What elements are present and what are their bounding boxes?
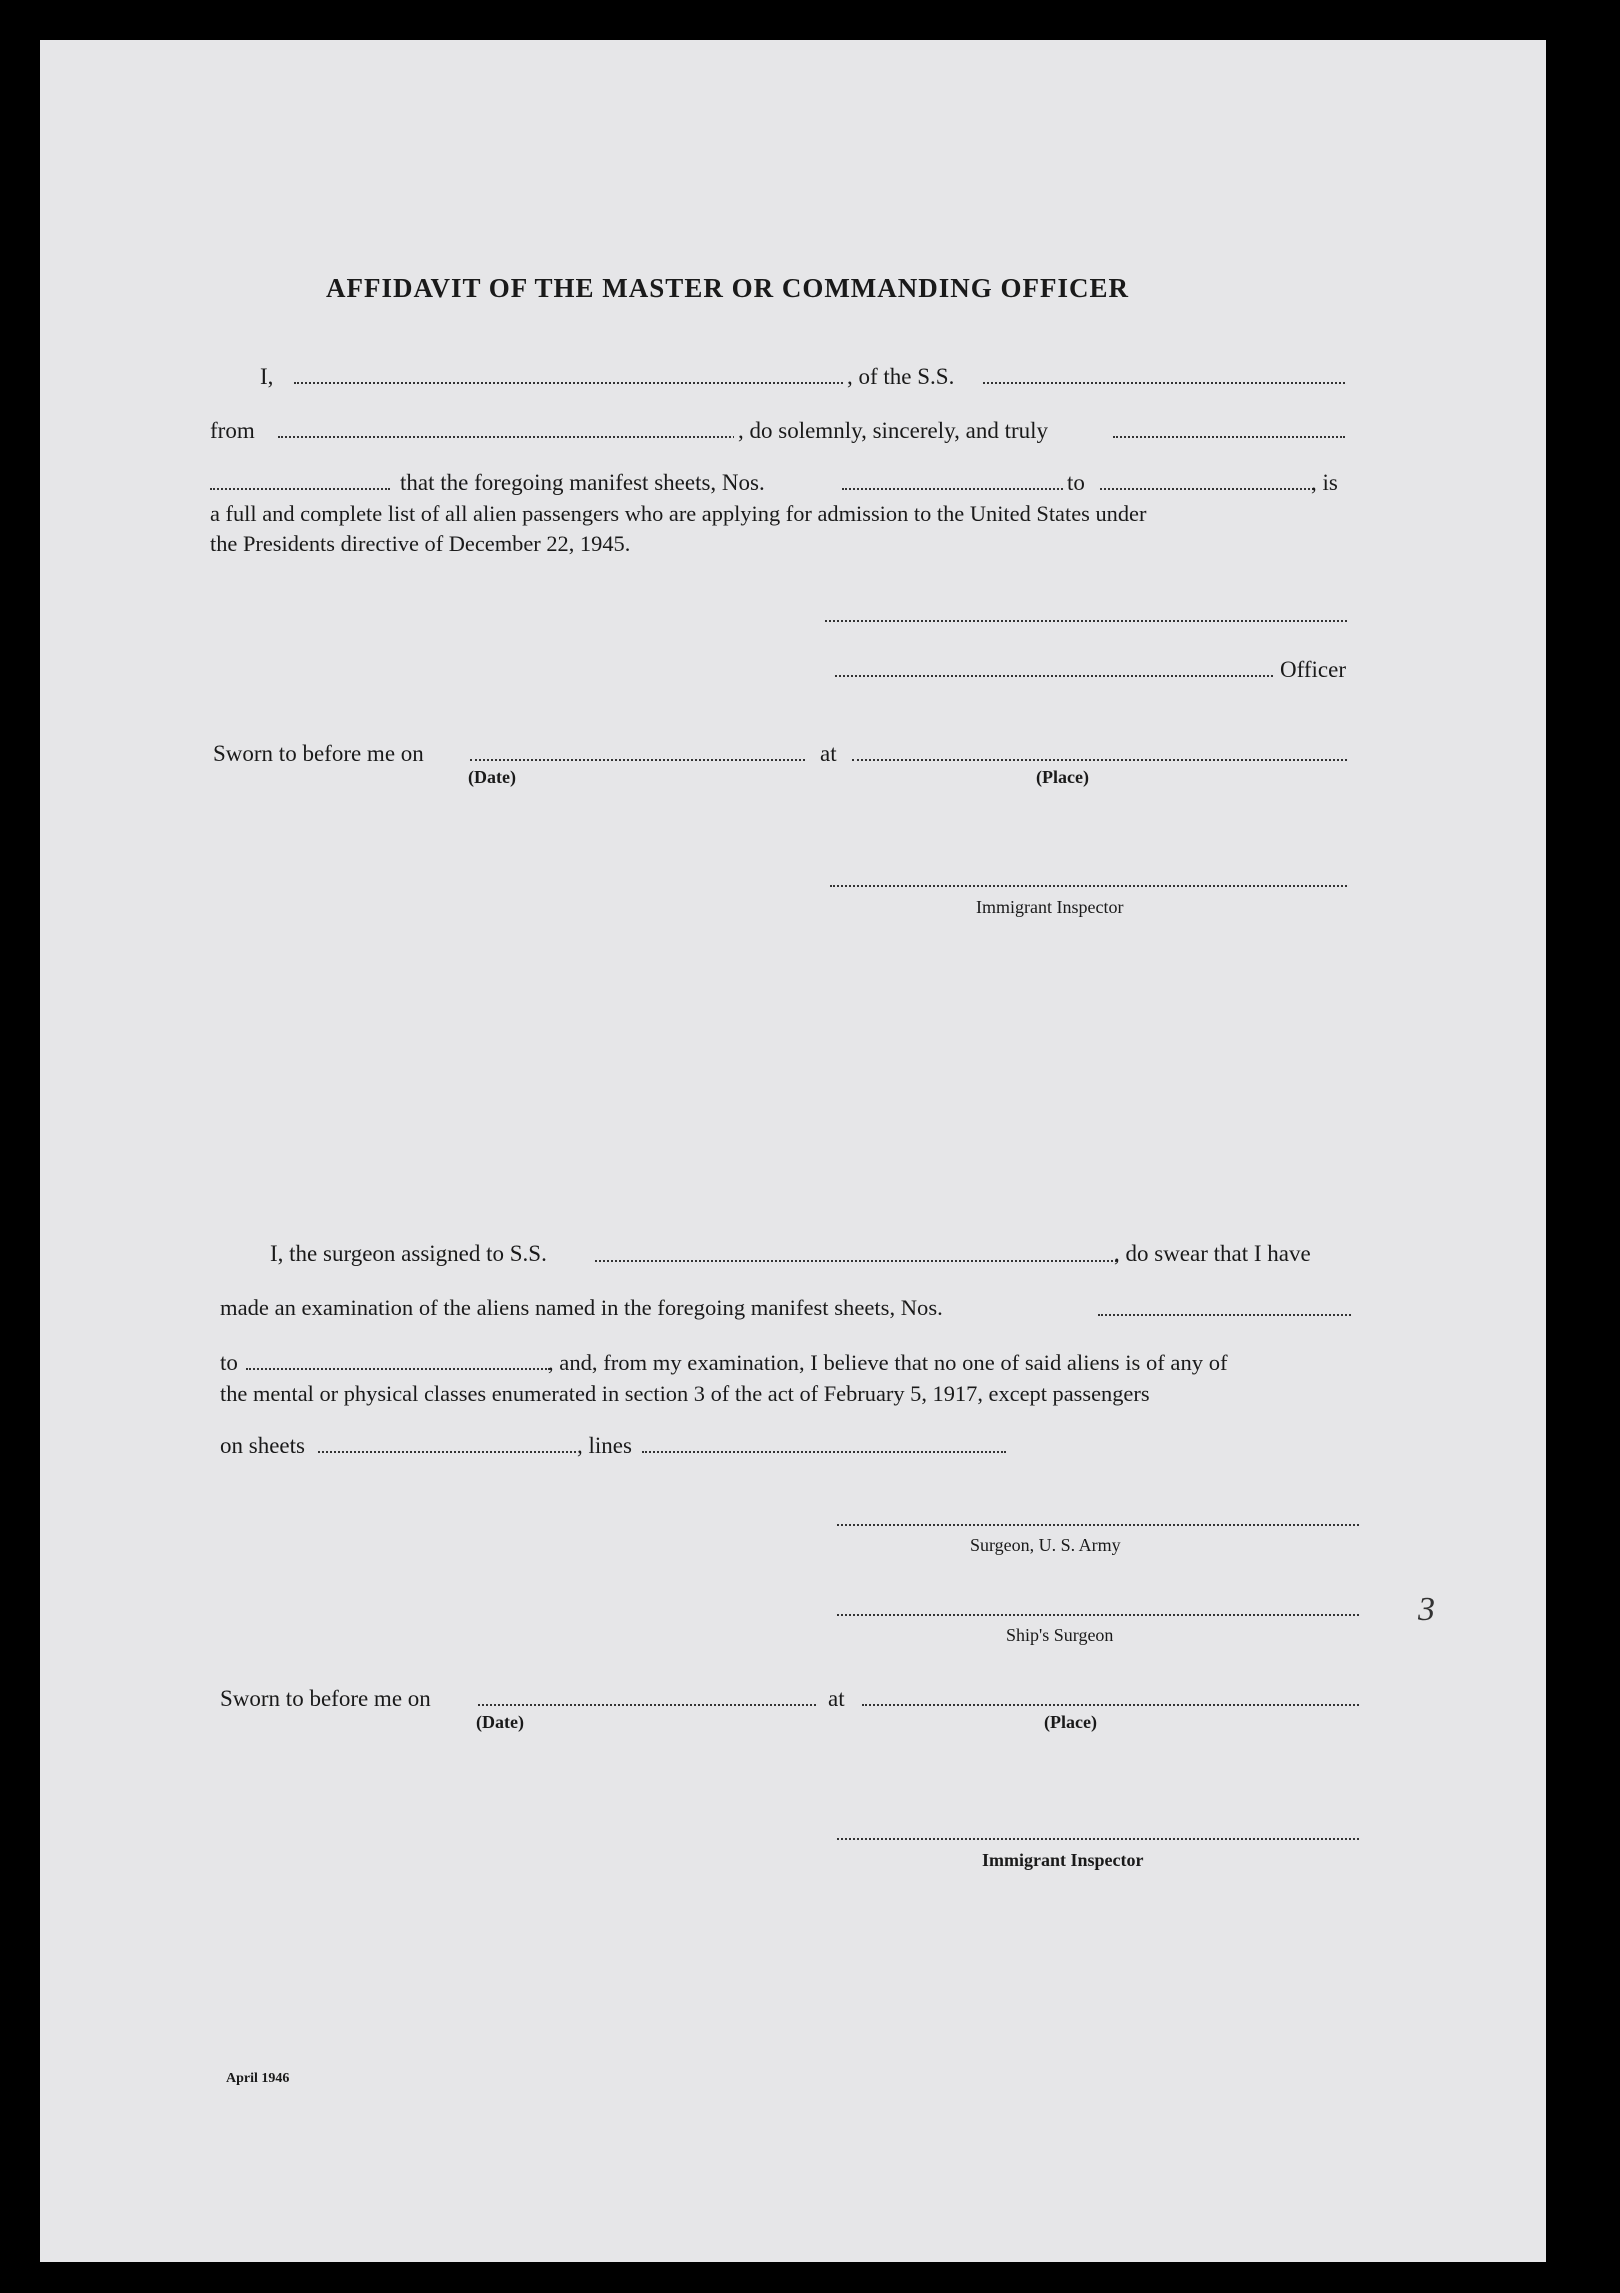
ships-surgeon-label: Ship's Surgeon xyxy=(1006,1625,1114,1645)
officer-signature-line-2[interactable] xyxy=(835,675,1273,677)
officer-signature-line-1[interactable] xyxy=(825,620,1347,622)
sworn2-date-field[interactable] xyxy=(478,1704,816,1706)
surgeon-sheets-field[interactable] xyxy=(318,1451,576,1453)
surgeon-lines-field[interactable] xyxy=(642,1451,1006,1453)
master-line5: the Presidents directive of December 22, 1945. xyxy=(210,531,631,556)
surgeon-line3-b: , and, from my examination, I believe that no one of said aliens is of any of xyxy=(548,1350,1228,1375)
sworn2-place-label: (Place) xyxy=(1044,1712,1097,1732)
surgeon-line5-a: on sheets xyxy=(220,1433,305,1458)
sworn2-date-label: (Date) xyxy=(476,1712,524,1732)
inspector2-signature-line[interactable] xyxy=(837,1838,1359,1840)
master-name-field[interactable] xyxy=(294,382,878,384)
master-nos-to-field[interactable] xyxy=(1100,488,1314,490)
surgeon-army-signature-line[interactable] xyxy=(837,1524,1359,1526)
inspector1-signature-line[interactable] xyxy=(830,885,1347,887)
master-line1-ss: , of the S.S. xyxy=(843,363,958,391)
handwritten-page-number: 3 xyxy=(1418,1591,1435,1628)
master-truly-field[interactable] xyxy=(1113,436,1345,438)
surgeon-line5-b: , lines xyxy=(577,1433,632,1458)
sworn1-place-field[interactable] xyxy=(852,759,1347,761)
surgeon-nos-to-field[interactable] xyxy=(246,1368,550,1370)
sworn2-prefix: Sworn to before me on xyxy=(220,1686,431,1711)
ships-surgeon-signature-line[interactable] xyxy=(837,1614,1359,1616)
master-line3-to: to xyxy=(1064,469,1088,497)
master-from-field[interactable] xyxy=(278,436,774,438)
master-line4: a full and complete list of all alien passengers who are applying for admission to the United States under xyxy=(210,501,1147,526)
sworn1-place-label: (Place) xyxy=(1036,767,1089,787)
form-title: AFFIDAVIT OF THE MASTER OR COMMANDING OFFICER xyxy=(326,273,1130,303)
surgeon-line1-a: I, the surgeon assigned to S.S. xyxy=(270,1241,547,1266)
surgeon-line4: the mental or physical classes enumerated in section 3 of the act of February 5, 1917, except passengers xyxy=(220,1381,1150,1406)
surgeon-line2: made an examination of the aliens named in the foregoing manifest sheets, Nos. xyxy=(220,1295,943,1320)
master-line2-solemn: , do solemnly, sincerely, and truly xyxy=(734,417,1052,445)
master-line1-i: I, xyxy=(260,364,274,389)
inspector1-label: Immigrant Inspector xyxy=(976,897,1124,917)
sworn2-place-field[interactable] xyxy=(862,1704,1359,1706)
master-line2-from: from xyxy=(210,418,255,443)
sworn2-at: at xyxy=(828,1686,845,1711)
surgeon-line3-to: to xyxy=(220,1350,238,1375)
affidavit-form-sheet xyxy=(40,40,1546,2262)
surgeon-ship-field[interactable] xyxy=(595,1260,1117,1262)
sworn1-date-field[interactable] xyxy=(470,759,805,761)
surgeon-nos-from-field[interactable] xyxy=(1098,1314,1351,1316)
master-line3-is: , is xyxy=(1311,470,1338,495)
surgeon-army-label: Surgeon, U. S. Army xyxy=(970,1535,1121,1555)
master-ship-field[interactable] xyxy=(983,382,1345,384)
officer-label: Officer xyxy=(1280,657,1346,682)
master-line3-nos: that the foregoing manifest sheets, Nos. xyxy=(400,470,765,495)
surgeon-line1-b: , do swear that I have xyxy=(1114,1241,1311,1266)
master-nos-from-field[interactable] xyxy=(842,488,1074,490)
sworn1-prefix: Sworn to before me on xyxy=(213,741,424,766)
master-oath-word-field[interactable] xyxy=(210,488,390,490)
sworn1-at: at xyxy=(820,741,837,766)
inspector2-label: Immigrant Inspector xyxy=(982,1850,1144,1870)
form-revision-date: April 1946 xyxy=(226,2071,290,2086)
sworn1-date-label: (Date) xyxy=(468,767,516,787)
